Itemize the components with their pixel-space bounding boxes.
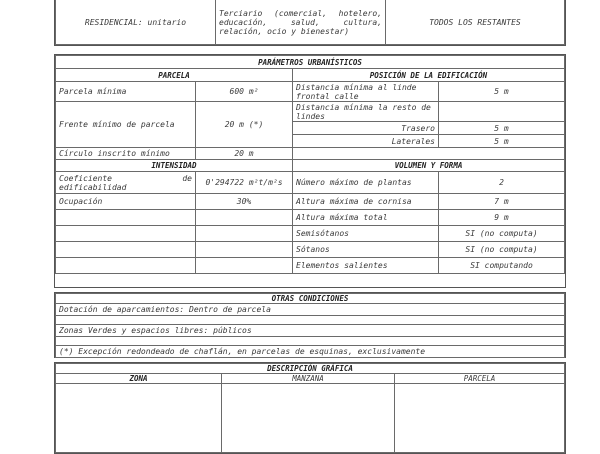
semisotanos-value: SI (no computa) [439,226,565,242]
grafica-zona: ZONA [56,374,222,384]
trasero-value: 5 m [439,122,565,135]
salientes-value: SI computando [439,258,565,274]
descripcion-grafica-table [54,362,566,454]
otras-title: OTRAS CONDICIONES [56,294,565,304]
aparcamientos-text: Dotación de aparcamientos: Dentro de parcela [56,304,565,316]
circulo-inscrito-label: Círculo inscrito mínimo [56,148,196,160]
dist-frontal-value: 5 m [439,82,565,102]
coeficiente-value: 0'294722 m²t/m²s [196,172,293,194]
volumen-title: VOLUMEN Y FORMA [293,160,565,172]
parcela-minima-value: 600 m² [196,82,293,102]
coeficiente-label: Coeficiente de edificabilidad [56,172,196,194]
parametros-title: PARÁMETROS URBANÍSTICOS [56,56,565,69]
parametros-table [54,54,566,288]
uso-terciario: Terciario (comercial, hotelero, educación, salud, cultura, relación, ocio y bienestar) [216,0,386,45]
sotanos-value: SI (no computa) [439,242,565,258]
grafica-title: DESCRIPCIÓN GRÁFICA [56,364,565,374]
altura-cornisa-label: Altura máxima de cornisa [293,194,439,210]
frente-minimo-value: 20 m (*) [196,102,293,148]
num-plantas-label: Número máximo de plantas [293,172,439,194]
otras-condiciones-table [54,292,566,358]
parcela-minima-label: Parcela mínima [56,82,196,102]
ocupacion-value: 30% [196,194,293,210]
circulo-inscrito-value: 20 m [196,148,293,160]
semisotanos-label: Semisótanos [293,226,439,242]
laterales-value: 5 m [439,135,565,148]
uso-restantes: TODOS LOS RESTANTES [386,0,565,45]
zonas-verdes-text: Zonas Verdes y espacios libres: públicos [56,325,565,337]
laterales-label: Laterales [293,135,439,148]
parcela-title: PARCELA [56,69,293,82]
manzana-drawing-area [222,384,395,453]
parcela-drawing-area [395,384,565,453]
grafica-parcela: PARCELA [395,374,565,384]
zona-drawing-area [56,384,222,453]
frente-minimo-label: Frente mínimo de parcela [56,102,196,148]
posicion-title: POSICIÓN DE LA EDIFICACIÓN [293,69,565,82]
ocupacion-label: Ocupación [56,194,196,210]
uso-residencial: RESIDENCIAL: unitario [56,0,216,45]
usos-table [54,0,566,46]
dist-resto-label: Distancia mínima la resto de lindes [293,102,439,122]
grafica-manzana: MANZANA [222,374,395,384]
intensidad-title: INTENSIDAD [56,160,293,172]
num-plantas-value: 2 [439,172,565,194]
altura-total-label: Altura máxima total [293,210,439,226]
salientes-label: Elementos salientes [293,258,439,274]
altura-cornisa-value: 7 m [439,194,565,210]
sotanos-label: Sótanos [293,242,439,258]
excepcion-text: (*) Excepción redondeado de chaflán, en parcelas de esquinas, exclusivamente [56,346,565,358]
altura-total-value: 9 m [439,210,565,226]
dist-frontal-label: Distancia mínima al linde frontal calle [293,82,439,102]
trasero-label: Trasero [293,122,439,135]
